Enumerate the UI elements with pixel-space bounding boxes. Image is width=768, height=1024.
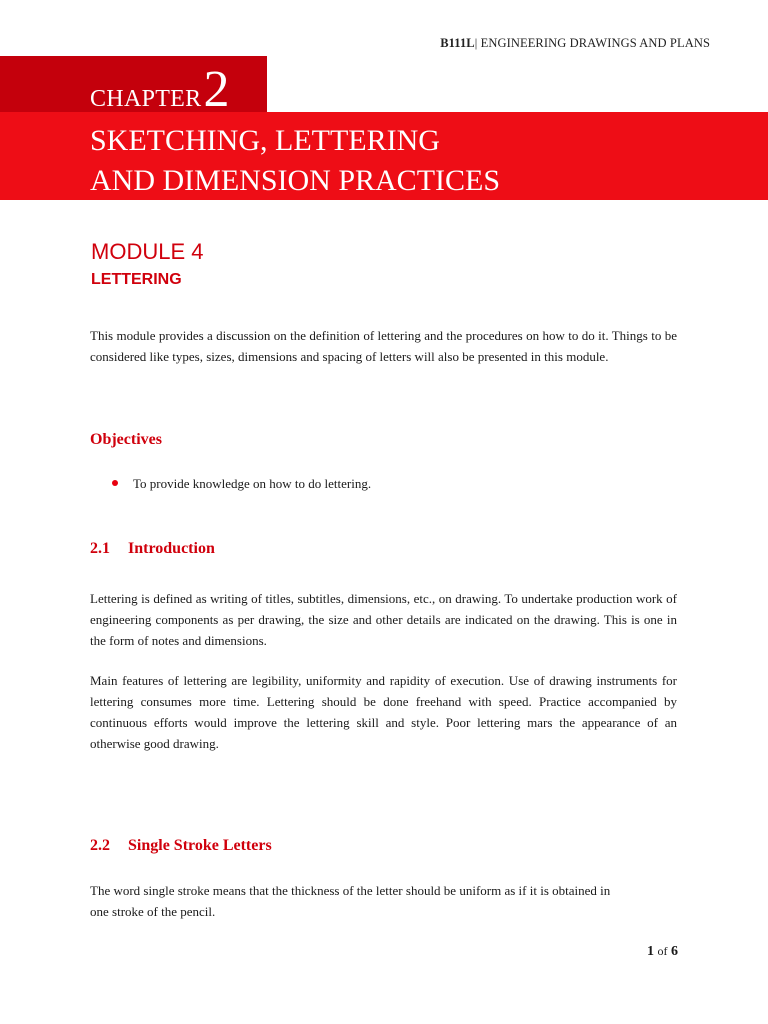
introduction-paragraph-2: Main features of lettering are legibility, uniformity and rapidity of execution. Use of drawing instruments for lettering consumes more time. Lettering should be done freehand with speed. Practice accompanied by continuous efforts would improve the lettering skill and style. Poor lettering mars the appearance of an otherwise good drawing.	[90, 673, 677, 751]
chapter-number: 2	[203, 61, 230, 118]
page-total: 6	[671, 944, 678, 959]
course-title: ENGINEERING DRAWINGS AND PLANS	[480, 36, 710, 50]
chapter-title-line-2: AND DIMENSION PRACTICES	[90, 164, 501, 197]
section-heading-introduction	[90, 541, 215, 557]
chapter-label	[90, 61, 230, 118]
chapter-word: CHAPTER	[90, 86, 202, 112]
header-separator: |	[474, 36, 478, 50]
section-number: 2.1	[90, 540, 110, 557]
objective-text: To provide knowledge on how to do lettering.	[133, 476, 372, 491]
course-code: B111L	[440, 36, 475, 50]
module-title: MODULE 4	[91, 239, 204, 264]
page-of-text: of	[657, 944, 668, 958]
chapter-title-line-1: SKETCHING, LETTERING	[90, 124, 440, 157]
bullet-icon	[112, 480, 118, 486]
objective-item	[112, 475, 371, 493]
section-title: Single Stroke Letters	[128, 837, 272, 854]
single-stroke-paragraph: The word single stroke means that the thickness of the letter should be uniform as if it is obtained in one stroke of the pencil.	[90, 883, 611, 919]
module-subtitle: LETTERING	[91, 271, 182, 288]
section-number: 2.2	[90, 837, 110, 854]
running-header	[440, 36, 710, 51]
page-current: 1	[647, 944, 654, 959]
section-heading-single-stroke	[90, 838, 272, 854]
objectives-heading: Objectives	[90, 431, 162, 448]
chapter-title	[90, 121, 500, 201]
section-title: Introduction	[128, 540, 215, 557]
page-number	[647, 944, 678, 960]
introduction-paragraph-1: Lettering is defined as writing of titles, subtitles, dimensions, etc., on drawing. To undertake production work of engineering components as per drawing, the size and other details are indicated on the drawing. This is one in the form of notes and dimensions.	[90, 591, 677, 648]
intro-paragraph: This module provides a discussion on the definition of lettering and the procedures on how to do it. Things to be considered like types, sizes, dimensions and spacing of letters will also be presented in this module.	[90, 328, 677, 364]
